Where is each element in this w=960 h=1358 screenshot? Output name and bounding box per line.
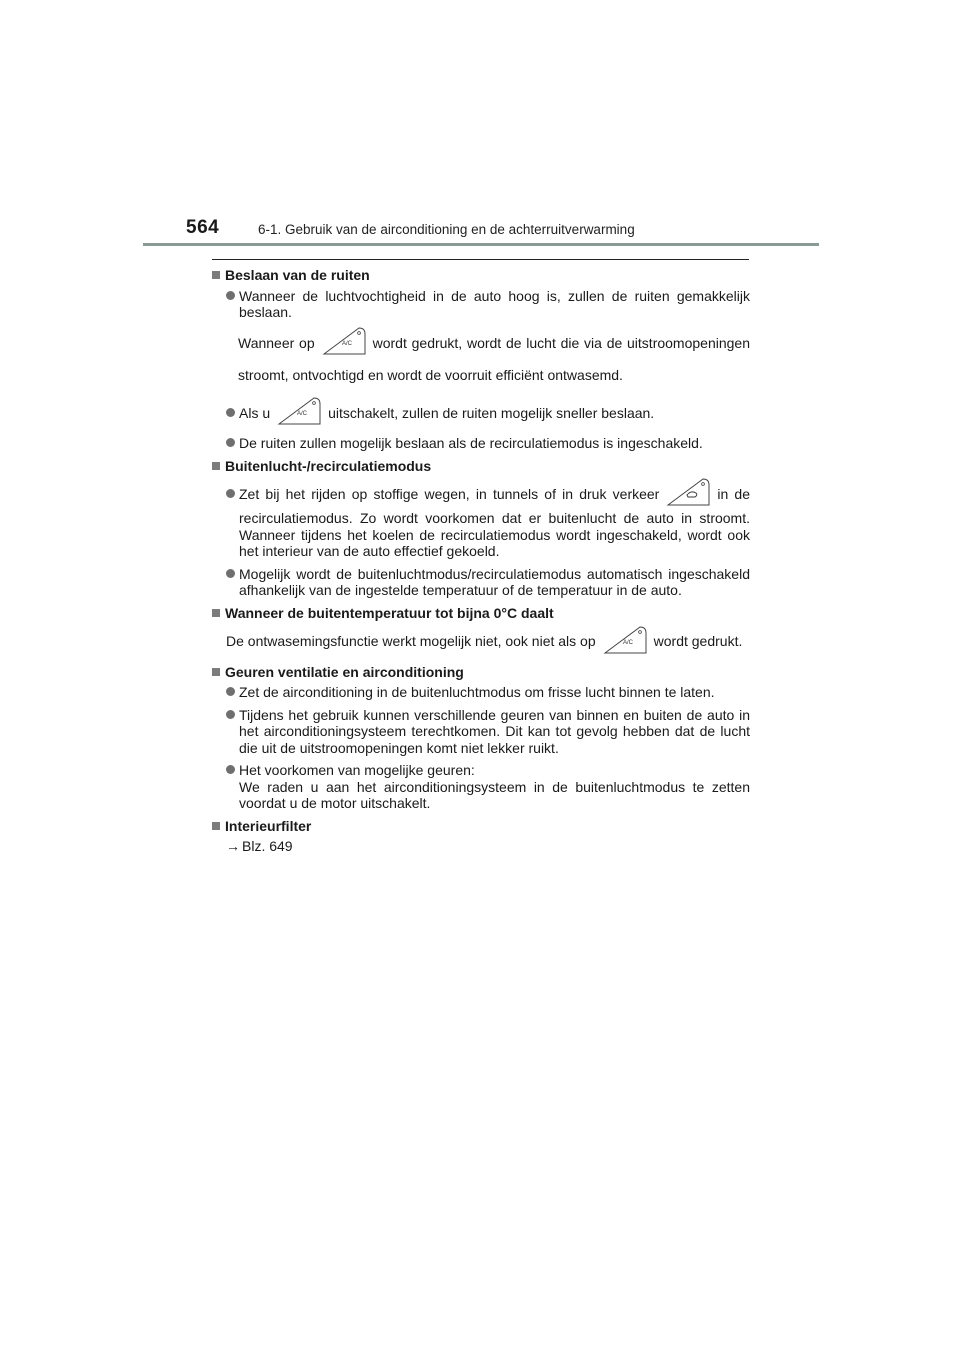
square-bullet-icon xyxy=(212,822,220,830)
paragraph: De ontwasemingsfunctie werkt mogelijk niet, ook niet als op A/C wordt gedrukt. xyxy=(212,625,750,657)
section-heading-filter: Interieurfilter xyxy=(212,818,750,835)
round-bullet-icon xyxy=(226,765,235,774)
page-number: 564 xyxy=(186,217,220,238)
list-item: Tijdens het gebruik kunnen verschillende geuren van binnen en buiten de auto in het airconditioningsysteem terechtkomen. Dit kan tot gevolg hebben dat de lucht die uit de uitstroomopeningen komt niet lekker ruikt. xyxy=(212,707,750,757)
list-item: Mogelijk wordt de buitenluchtmodus/recirculatiemodus automatisch ingeschakeld afhankelijk van de ingestelde temperatuur of de temperatuur in de auto. xyxy=(212,566,750,599)
ac-button-icon xyxy=(602,625,648,655)
recirculation-button-icon xyxy=(665,477,711,507)
section-heading-fogging: Beslaan van de ruiten xyxy=(212,267,750,284)
header-rule xyxy=(143,243,819,246)
section-rule xyxy=(212,259,749,260)
square-bullet-icon xyxy=(212,271,220,279)
list-item-continuation: Wanneer op A/C wordt gedrukt, wordt de lucht die via de uitstroomopeningen stroomt, ontvochtigd en wordt de voorruit efficiënt ontwasemd. xyxy=(212,327,750,391)
page-reference xyxy=(212,838,750,855)
list-item: Zet bij het rijden op stoffige wegen, in tunnels of in druk verkeer in de recirculatiemodus. Zo wordt voorkomen dat er buitenlucht de auto in stroomt. Wanneer tijdens het koelen de recirculatiemodus wordt ingeschakeld, wordt ook het interieur van de auto effectief gekoeld. xyxy=(212,478,750,560)
section-heading-recirculation: Buitenlucht-/recirculatiemodus xyxy=(212,458,750,475)
section-heading-odors: Geuren ventilatie en airconditioning xyxy=(212,664,750,681)
section-heading-cold: Wanneer de buitentemperatuur tot bijna 0°C daalt xyxy=(212,605,750,622)
list-item: Het voorkomen van mogelijke geuren: We raden u aan het airconditioningsysteem in de buitenluchtmodus te zetten voordat u de motor uitschakelt. xyxy=(212,762,750,812)
list-item: De ruiten zullen mogelijk beslaan als de recirculatiemodus is ingeschakeld. xyxy=(212,435,750,452)
round-bullet-icon xyxy=(226,438,235,447)
ac-button-icon xyxy=(276,396,322,426)
list-item: Wanneer de luchtvochtigheid in de auto hoog is, zullen de ruiten gemakkelijk beslaan. xyxy=(212,288,750,321)
arrow-right-icon: → xyxy=(226,838,240,855)
chapter-title: 6-1. Gebruik van de airconditioning en de achterruitverwarming xyxy=(258,222,635,237)
square-bullet-icon xyxy=(212,462,220,470)
round-bullet-icon xyxy=(226,291,235,300)
square-bullet-icon xyxy=(212,668,220,676)
content xyxy=(212,267,750,861)
svg-text:A/C: A/C xyxy=(297,411,308,418)
round-bullet-icon xyxy=(226,687,235,696)
round-bullet-icon xyxy=(226,489,235,498)
round-bullet-icon xyxy=(226,408,235,417)
list-item: Als u A/C uitschakelt, zullen de ruiten mogelijk sneller beslaan. xyxy=(212,397,750,429)
round-bullet-icon xyxy=(226,569,235,578)
list-item: Zet de airconditioning in de buitenluchtmodus om frisse lucht binnen te laten. xyxy=(212,684,750,701)
ac-button-icon xyxy=(321,326,367,356)
square-bullet-icon xyxy=(212,609,220,617)
round-bullet-icon xyxy=(226,710,235,719)
svg-text:A/C: A/C xyxy=(341,340,352,347)
reference-link[interactable]: Blz. 649 xyxy=(242,838,293,855)
svg-text:A/C: A/C xyxy=(622,639,633,646)
